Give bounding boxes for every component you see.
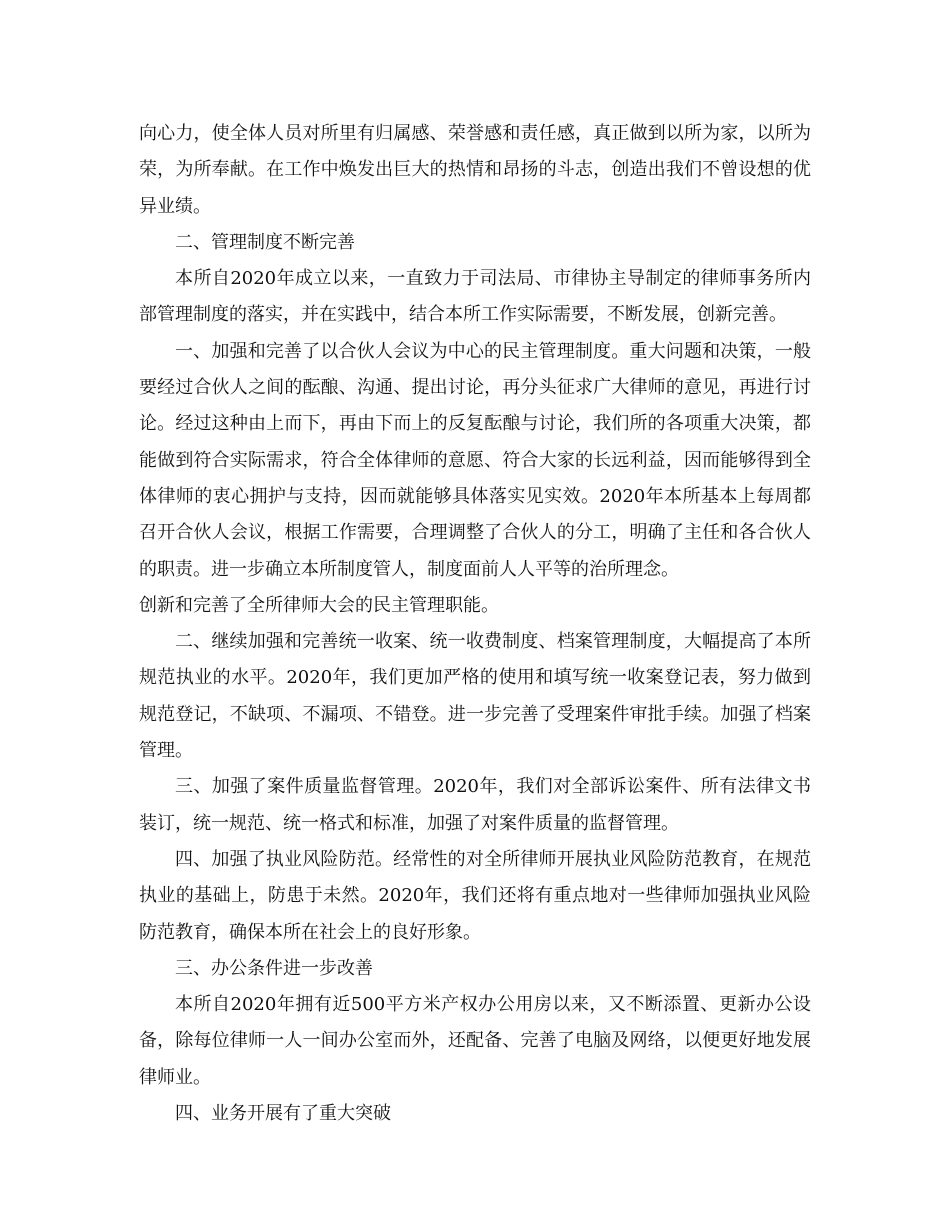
section-heading-management-system: 二、管理制度不断完善 <box>175 231 355 253</box>
section-heading-business-breakthrough: 四、业务开展有了重大突破 <box>175 1103 391 1125</box>
paragraph-management-system-intro: 本所自2020年成立以来，一直致力于司法局、市律协主导制定的律师事务所内部管理制度的落实，并在实践中，结合本所工作实际需要，不断发展，创新完善。 <box>139 268 811 326</box>
document-body <box>139 116 811 1132</box>
paragraph-office-conditions: 本所自2020年拥有近500平方米产权办公用房以来，又不断添置、更新办公设备，除每位律师一人一间办公室而外，还配备、完善了电脑及网络，以便更好地发展律师业。 <box>139 994 811 1088</box>
paragraph-continued-intro: 向心力，使全体人员对所里有归属感、荣誉感和责任感，真正做到以所为家，以所为荣，为所奉献。在工作中焕发出巨大的热情和昂扬的斗志，创造出我们不曾设想的优异业绩。 <box>139 123 811 217</box>
paragraph-lawyer-assembly: 创新和完善了全所律师大会的民主管理职能。 <box>139 594 499 616</box>
paragraph-case-quality: 三、加强了案件质量监督管理。2020年，我们对全部诉讼案件、所有法律文书装订，统一规范、统一格式和标准，加强了对案件质量的监督管理。 <box>139 776 811 834</box>
section-heading-office-conditions: 三、办公条件进一步改善 <box>175 957 373 979</box>
paragraph-unified-case-intake: 二、继续加强和完善统一收案、统一收费制度、档案管理制度，大幅提高了本所规范执业的水平。2020年，我们更加严格的使用和填写统一收案登记表，努力做到规范登记，不缺项、不漏项、不错登。进一步完善了受理案件审批手续。加强了档案管理。 <box>139 631 811 762</box>
paragraph-partner-meeting: 一、加强和完善了以合伙人会议为中心的民主管理制度。重大问题和决策，一般要经过合伙人之间的酝酿、沟通、提出讨论，再分头征求广大律师的意见，再进行讨论。经过这种由上而下，再由下而上的反复酝酿与讨论，我们所的各项重大决策，都能做到符合实际需求，符合全体律师的意愿、符合大家的长远利益，因而能够得到全体律师的衷心拥护与支持，因而就能够具体落实见实效。2020年本所基本上每周都召开合伙人会议，根据工作需要，合理调整了合伙人的分工，明确了主任和各合伙人的职责。进一步确立本所制度管人，制度面前人人平等的治所理念。 <box>139 340 811 580</box>
paragraph-risk-prevention: 四、加强了执业风险防范。经常性的对全所律师开展执业风险防范教育，在规范执业的基础上，防患于未然。2020年，我们还将有重点地对一些律师加强执业风险防范教育，确保本所在社会上的良好形象。 <box>139 848 811 943</box>
